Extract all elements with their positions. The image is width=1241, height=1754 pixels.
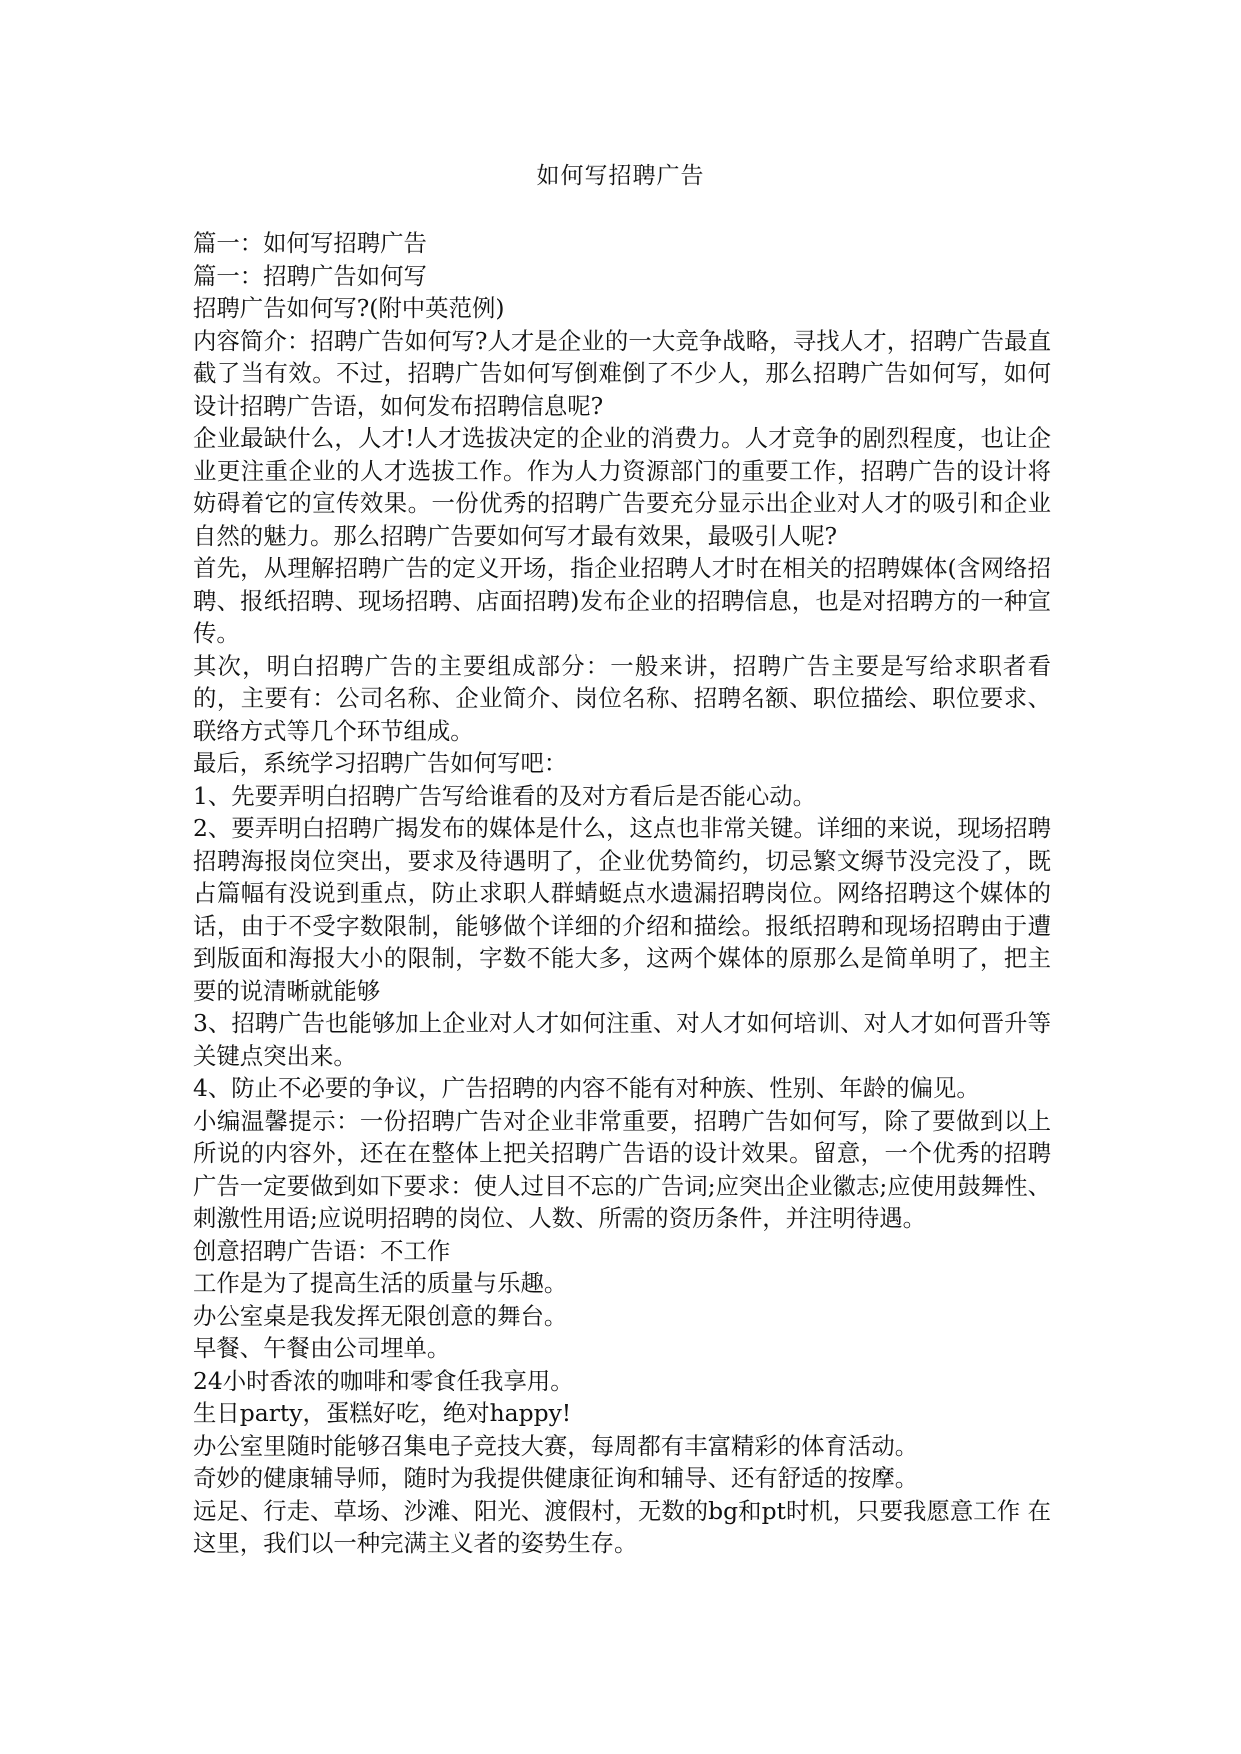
paragraph: 早餐、午餐由公司埋单。 (193, 1334, 451, 1362)
paragraph: 招聘广告如何写?(附中英范例) (193, 294, 505, 322)
paragraph: 创意招聘广告语：不工作 (193, 1236, 451, 1265)
paragraph: 办公室桌是我发挥无限创意的舞台。 (193, 1301, 568, 1330)
paragraph: 小编温馨提示：一份招聘广告对企业非常重要，招聘广告如何写，除了要做到以上所说的内容外，还在在整体上把关招聘广告语的设计效果。留意，一个优秀的招聘广告一定要做到如下要求：使人过目不忘的广告词;应突出企业徽志;应使用鼓舞性、刺激性用语;应说明招聘的岗位、人数、所需的资历条件，并注明待遇。 (193, 1106, 1051, 1232)
paragraph: 生日party，蛋糕好吃，绝对happy! (193, 1399, 572, 1427)
document-title: 如何写招聘广告 (536, 163, 705, 189)
paragraph: 奇妙的健康辅导师，随时为我提供健康征询和辅导、还有舒适的按摩。 (193, 1464, 919, 1492)
paragraph: 办公室里随时能够召集电子竞技大赛，每周都有丰富精彩的体育活动。 (193, 1431, 919, 1460)
paragraph: 4、防止不必要的争议，广告招聘的内容不能有对种族、性别、年龄的偏见。 (193, 1074, 980, 1102)
paragraph: 篇一：招聘广告如何写 (193, 261, 427, 290)
paragraph: 3、招聘广告也能够加上企业对人才如何注重、对人才如何培训、对人才如何晋升等关键点突出来。 (193, 1009, 1051, 1070)
paragraph: 其次，明白招聘广告的主要组成部分：一般来讲，招聘广告主要是写给求职者看的，主要有：公司名称、企业简介、岗位名称、招聘名额、职位描绘、职位要求、联络方式等几个环节组成。 (193, 651, 1051, 745)
paragraph: 首先，从理解招聘广告的定义开场，指企业招聘人才时在相关的招聘媒体(含网络招聘、报纸招聘、现场招聘、店面招聘)发布企业的招聘信息，也是对招聘方的一种宣传。 (193, 554, 1051, 647)
document-body (193, 227, 1051, 1560)
paragraph: 最后，系统学习招聘广告如何写吧： (193, 749, 568, 777)
paragraph: 远足、行走、草场、沙滩、阳光、渡假村，无数的bg和pt时机，只要我愿意工作 在这里，我们以一种完满主义者的姿势生存。 (193, 1496, 1051, 1557)
paragraph: 篇一：如何写招聘广告 (193, 229, 427, 257)
paragraph: 企业最缺什么，人才!人才选拔决定的企业的消费力。人才竞争的剧烈程度，也让企业更注重企业的人才选拔工作。作为人力资源部门的重要工作，招聘广告的设计将妨碍着它的宣传效果。一份优秀的招聘广告要充分显示出企业对人才的吸引和企业自然的魅力。那么招聘广告要如何写才最有效果，最吸引人呢? (193, 424, 1051, 550)
paragraph: 2、要弄明白招聘广揭发布的媒体是什么，这点也非常关键。详细的来说，现场招聘招聘海报岗位突出，要求及待遇明了，企业优势简约，切忌繁文缛节没完没了，既占篇幅有没说到重点，防止求职人群蜻蜓点水遗漏招聘岗位。网络招聘这个媒体的话，由于不受字数限制，能够做个详细的介绍和描绘。报纸招聘和现场招聘由于遭到版面和海报大小的限制，字数不能大多，这两个媒体的原那么是简单明了，把主要的说清晰就能够 (193, 814, 1051, 1005)
paragraph: 工作是为了提高生活的质量与乐趣。 (193, 1269, 568, 1297)
paragraph: 内容简介：招聘广告如何写?人才是企业的一大竞争战略，寻找人才，招聘广告最直截了当有效。不过，招聘广告如何写倒难倒了不少人，那么招聘广告如何写，如何设计招聘广告语，如何发布招聘信息呢? (193, 326, 1051, 420)
paragraph: 24小时香浓的咖啡和零食任我享用。 (193, 1366, 574, 1395)
paragraph: 1、先要弄明白招聘广告写给谁看的及对方看后是否能心动。 (193, 781, 817, 810)
